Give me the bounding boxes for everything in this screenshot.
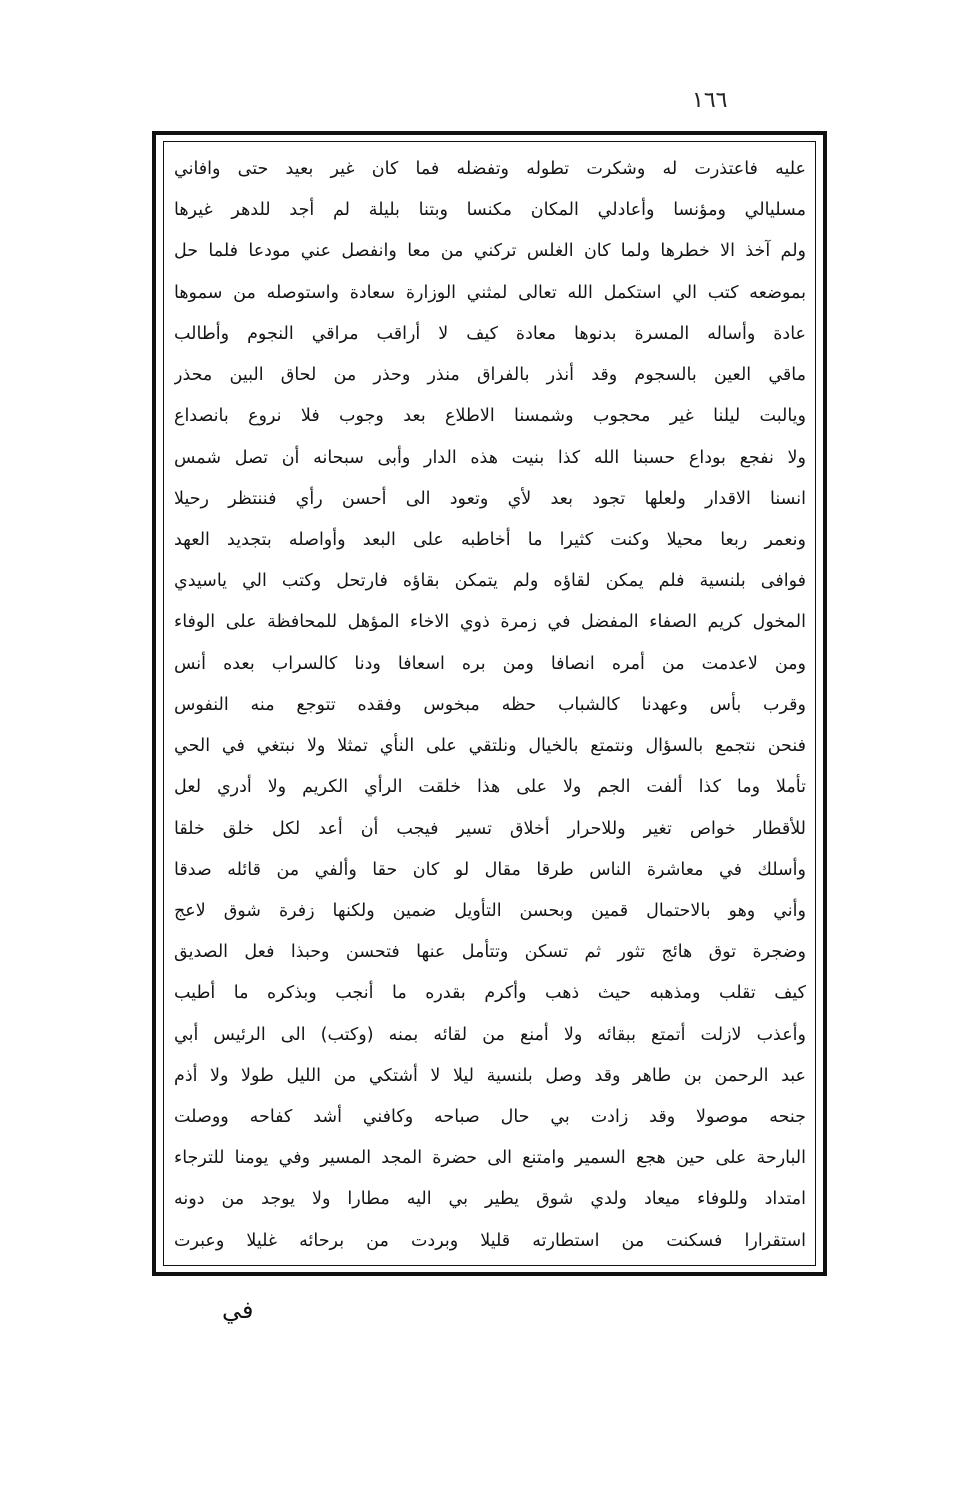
text-line: البارحة على حين هجع السمير وامتنع الى حضرة المجد المسير وفي يومنا للترجاء	[174, 1148, 806, 1169]
text-line: ومن لاعدمت من أمره انصافا ومن بره اسعافا ودنا كالسراب بعده أنس	[174, 653, 806, 674]
text-line: المخول كريم الصفاء المفضل في زمرة ذوي الاخاء المؤهل للمحافظة على الوفاء	[174, 612, 806, 633]
text-line: تأملا وما كذا ألفت الجم ولا على هذا خلقت الرأي الكريم ولا أدري لعل	[174, 777, 806, 798]
text-line: عادة وأساله المسرة بدنوها معادة كيف لا أراقب مراقي النجوم وأطالب	[174, 323, 806, 344]
text-line: عبد الرحمن بن طاهر وقد وصل بلنسية ليلا لا أشتكي من الليل طولا ولا أذم	[174, 1065, 806, 1086]
text-line: مسليالي ومؤنسا وأعادلي المكان مكنسا وبتنا بليلة لم أجد للدهر غيرها	[174, 200, 806, 221]
text-line: ويالبت ليلنا غير محجوب وشمسنا الاطلاع بعد وجوب فلا نروع بانصداع	[174, 406, 806, 427]
text-line: وقرب بأس وعهدنا كالشباب حظه مبخوس وفقده تتوجع منه النفوس	[174, 694, 806, 715]
text-line: جنحه موصولا وقد زادت بي حال صباحه وكافني أشد كفاحه ووصلت	[174, 1107, 806, 1128]
text-line: فنحن نتجمع بالسؤال ونتمتع بالخيال ونلتقي على النأي تمثلا ولا نبتغي في الحي	[174, 736, 806, 757]
text-line: كيف تقلب ومذهبه حيث ذهب وأكرم بقدره ما أنجب وبذكره ما أطيب	[174, 983, 806, 1004]
text-line: فوافى بلنسية فلم يمكن لقاؤه ولم يتمكن بقاؤه فارتحل وكتب الي ياسيدي	[174, 571, 806, 592]
text-line: عليه فاعتذرت له وشكرت تطوله وتفضله فما كان غير بعيد حتى وافاني	[174, 159, 806, 179]
text-line: ونعمر ربعا محيلا وكنت كثيرا ما أخاطبه على البعد وأواصله بتجديد العهد	[174, 529, 806, 550]
text-line: استقرارا فسكنت من استطارته قليلا وبردت من برحائه غليلا وعبرت	[174, 1230, 806, 1251]
text-line: وأعذب لازلت أتمتع ببقائه ولا أمنع من لقائه بمنه (وكتب) الى الرئيس أبي	[174, 1024, 806, 1045]
text-line: ولا نفجع بوداع حسبنا الله كذا بنيت هذه الدار وأبى سبحانه أن تصل شمس	[174, 447, 806, 468]
text-line: وأسلك في معاشرة الناس طرقا مقال لو كان حقا وألفي من قائله صدقا	[174, 859, 806, 880]
text-line: انسنا الاقدار ولعلها تجود بعد لأي وتعود الى أحسن رأي فننتظر رحيلا	[174, 488, 806, 509]
text-line: امتداد وللوفاء ميعاد ولدي شوق يطير بي اليه مطارا ولا يوجد من دونه	[174, 1189, 806, 1210]
text-line: بموضعه كتب الي استكمل الله تعالى لمثني الوزارة سعادة واستوصله من سموها	[174, 282, 806, 303]
text-line: وضجرة توق هائج تثور ثم تسكن وتتأمل عنها فتحسن وحبذا فعل الصديق	[174, 942, 806, 963]
text-line: ماقي العين بالسجوم وقد أنذر بالفراق منذر وحذر من لحاق البين محذر	[174, 365, 806, 386]
text-line: وأني وهو بالاحتمال قمين وبحسن التأويل ضمين ولكنها زفرة شوق لاعج	[174, 900, 806, 921]
text-line: للأقطار خواص تغير وللاحرار أخلاق تسير فيجب أن أعد لكل خلق خلقا	[174, 818, 806, 839]
catchword: في	[222, 1296, 254, 1324]
text-line: ولم آخذ الا خطرها ولما كان الغلس تركني من معا وانفصل عني مودعا فلما حل	[174, 241, 806, 262]
page-number: ١٦٦	[692, 88, 728, 113]
main-text-block	[174, 150, 806, 1260]
